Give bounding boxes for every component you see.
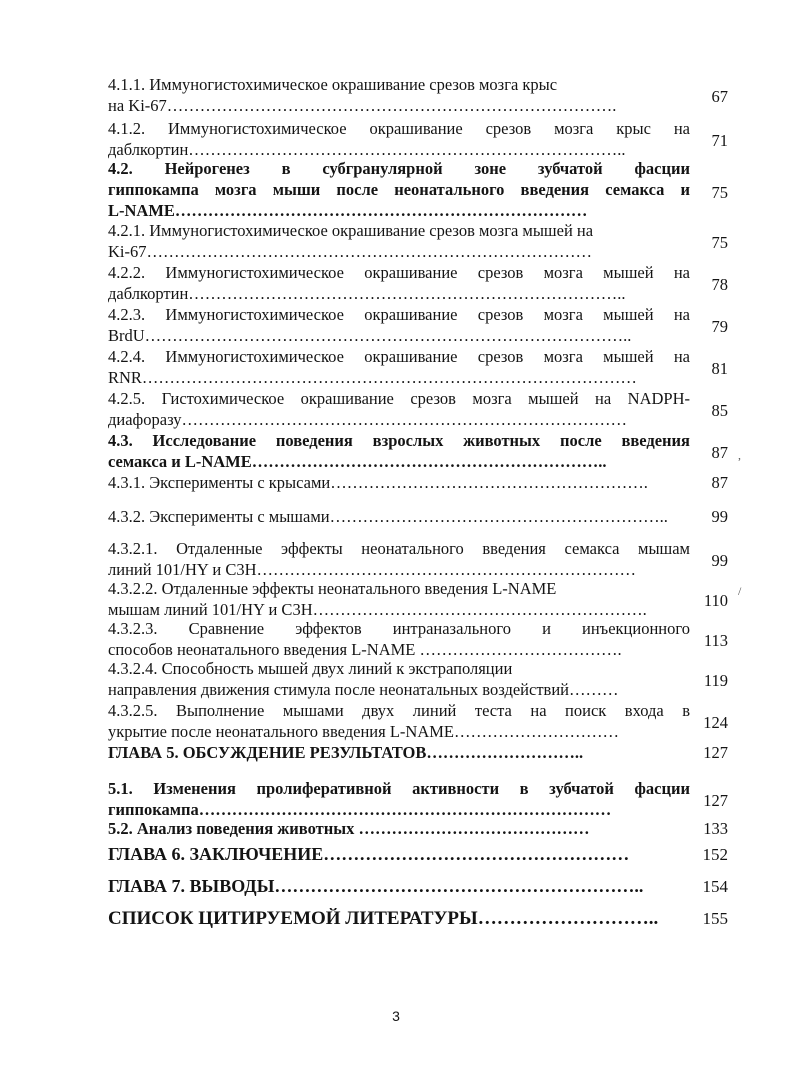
toc-entry-line: 4.2.1. Иммуногистохимическое окрашивание срезов мозга мышей на <box>108 221 594 240</box>
toc-entry-line: гиппокампа мозга мыши после неонатального введения семакса и <box>108 180 690 199</box>
toc-page-number: 127 <box>703 791 728 810</box>
toc-entry-title <box>108 472 690 493</box>
toc-entry-line: даблкортин…………………………………………………………………….. <box>108 284 626 303</box>
scan-mark: / <box>738 584 742 598</box>
toc-entry-line: семакса и L-NAME……………………………………………………….. <box>108 452 607 471</box>
toc-page-number: 110 <box>703 591 728 610</box>
scan-mark: , <box>738 448 741 462</box>
toc-entry-title <box>108 262 690 304</box>
toc-page-number: 99 <box>711 551 728 570</box>
toc-entry-line: 4.1.1. Иммуногистохимическое окрашивание срезов мозга крыс <box>108 75 558 94</box>
toc-entry-title <box>108 388 690 430</box>
toc-page-number: 119 <box>703 671 728 690</box>
toc-entry-line: линий 101/HY и C3H…………………………………………………………… <box>108 560 636 579</box>
toc-entry-title <box>108 430 690 472</box>
toc-entry-line: 4.2.3. Иммуногистохимическое окрашивание срезов мозга мышей на <box>108 305 690 324</box>
toc-entry-line: L-NAME………………………………………………………………… <box>108 201 588 220</box>
toc-page-number: 75 <box>711 183 728 202</box>
toc-page-number: 99 <box>711 507 728 526</box>
toc-entry-line: на Ki-67………………………………………………………………………. <box>108 96 617 115</box>
toc-entry-title <box>108 506 690 527</box>
toc-entry-line: 4.2.2. Иммуногистохимическое окрашивание срезов мозга мышей на <box>108 263 690 282</box>
toc-entry-line: ГЛАВА 6. ЗАКЛЮЧЕНИЕ…………………………………………… <box>108 844 630 864</box>
toc-page-number: 81 <box>711 359 728 378</box>
toc-page-number: 79 <box>711 317 728 336</box>
toc-entry-title <box>108 908 690 929</box>
toc-entry-line: 4.3.2.5. Выполнение мышами двух линий теста на поиск входа в <box>108 701 690 720</box>
toc-entry-line: даблкортин…………………………………………………………………….. <box>108 140 626 159</box>
toc-page-number: 85 <box>711 401 728 420</box>
toc-entry-line: 4.3.2.1. Отдаленные эффекты неонатального введения семакса мышам <box>108 539 690 558</box>
toc-entry-line: 4.3.2. Эксперименты с мышами…………………………………………………….. <box>108 507 668 526</box>
toc-page-number: 127 <box>703 743 728 762</box>
page-number: 3 <box>392 1008 400 1024</box>
toc-page-number: 67 <box>711 87 728 106</box>
toc-entry-title <box>108 220 690 262</box>
toc-entry-title <box>108 618 690 660</box>
toc-entry-title <box>108 658 690 700</box>
toc-entry-line: 4.3. Исследование поведения взрослых животных после введения <box>108 431 690 450</box>
toc-entry-line: 4.1.2. Иммуногистохимическое окрашивание срезов мозга крыс на <box>108 119 690 138</box>
toc-entry-title <box>108 778 690 820</box>
toc-entry-title <box>108 742 690 763</box>
toc-entry-line: СПИСОК ЦИТИРУЕМОЙ ЛИТЕРАТУРЫ……………………….. <box>108 908 659 929</box>
toc-entry-line: 5.2. Анализ поведения животных …………………………………… <box>108 819 590 838</box>
toc-page-number: 133 <box>703 819 728 838</box>
toc-entry-line: диафоразу……………………………………………………………………… <box>108 410 627 429</box>
toc-entry-line: 4.3.2.4. Способность мышей двух линий к экстраполяции <box>108 659 513 678</box>
toc-entry-line: 4.2. Нейрогенез в субгранулярной зоне зубчатой фасции <box>108 159 690 178</box>
toc-entry-line: гиппокампа………………………………………………………………… <box>108 800 612 819</box>
toc-entry-title <box>108 118 690 160</box>
toc-entry-title <box>108 700 690 742</box>
toc-entry-line: RNR……………………………………………………………………………… <box>108 368 637 387</box>
toc-page-number: 71 <box>711 131 728 150</box>
toc-entry-line: 5.1. Изменения пролиферативной активности в зубчатой фасции <box>108 779 690 798</box>
toc-entry-line: BrdU…………………………………………………………………………….. <box>108 326 632 345</box>
toc-page-number: 87 <box>711 443 728 462</box>
toc-entry-title <box>108 578 690 620</box>
toc-entry-line: 4.3.2.2. Отдаленные эффекты неонатального введения L-NAME <box>108 579 557 598</box>
toc-page-number: 87 <box>711 473 728 492</box>
toc-entry-line: 4.3.2.3. Сравнение эффектов интраназального и инъекционного <box>108 619 690 638</box>
toc-entry-line: укрытие после неонатального введения L-NAME………………………… <box>108 722 620 741</box>
toc-entry-line: ГЛАВА 7. ВЫВОДЫ…………………………………………………….. <box>108 876 644 896</box>
toc-entry-line: способов неонатального введения L-NAME ………………………………. <box>108 640 622 659</box>
toc-page-number: 152 <box>702 845 728 864</box>
toc-page-number: 75 <box>711 233 728 252</box>
toc-page-number: 78 <box>711 275 728 294</box>
toc-entry-title <box>108 876 690 897</box>
toc-entry-line: мышам линий 101/HY и C3H……………………………………………………. <box>108 600 647 619</box>
toc-entry-title <box>108 304 690 346</box>
toc-page-number: 113 <box>703 631 728 650</box>
toc-page-number: 154 <box>702 877 728 896</box>
toc-entry-title <box>108 158 690 221</box>
toc-entry-title <box>108 346 690 388</box>
toc-entry-title <box>108 818 690 839</box>
toc-entry-line: направления движения стимула после неонатальных воздействий……… <box>108 680 619 699</box>
toc-entry-title <box>108 538 690 580</box>
toc-entry-title <box>108 844 690 865</box>
toc-entry-line: ГЛАВА 5. ОБСУЖДЕНИЕ РЕЗУЛЬТАТОВ……………………….. <box>108 743 584 762</box>
toc-page-number: 124 <box>703 713 728 732</box>
toc-page-number: 155 <box>702 909 728 928</box>
toc-entry-line: 4.2.4. Иммуногистохимическое окрашивание срезов мозга мышей на <box>108 347 690 366</box>
toc-entry-line: Ki-67……………………………………………………………………… <box>108 242 592 261</box>
toc-entry-line: 4.3.1. Эксперименты с крысами…………………………………………………. <box>108 473 648 492</box>
toc-entry-line: 4.2.5. Гистохимическое окрашивание срезов мозга мышей на NADPH- <box>108 389 690 408</box>
toc-entry-title <box>108 74 690 116</box>
